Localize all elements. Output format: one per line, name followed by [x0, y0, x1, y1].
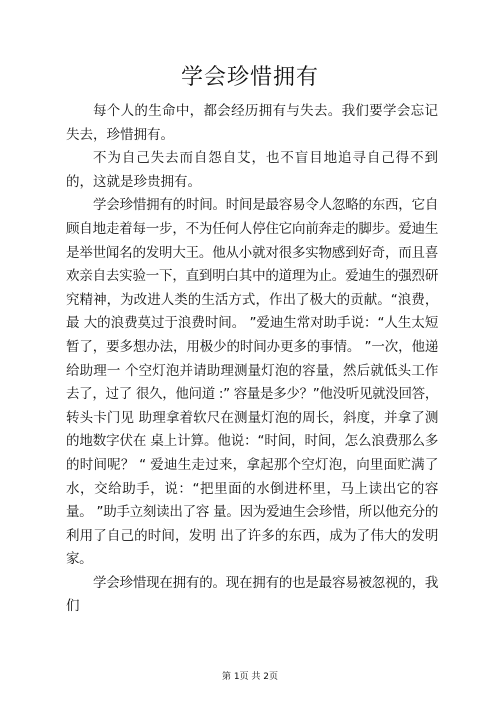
paragraph-3: 学会珍惜拥有的时间。时间是最容易令人忽略的东西，它自 顾自地走着每一步，不为任何人停住它向前奔走的脚步。爱迪生 是举世闻名的发明大王。他从小就对很多实物感到好奇，而且喜 欢亲自去实验一下，直到明白其中的道理为止。爱迪生的强烈研 究精神，为改进人类的生活方式，作出了极大的贡献。“浪费，最 大的浪费莫过于浪费时间。 ”爱迪生常对助手说：“人生太短暂了，要多想办法，用极少的时间办更多的事情。 ”一次，他递给助理一 个空灯泡并请助理测量灯泡的容量，然后就低头工作去了，过了 很久，他问道 :” 容量是多少？”他没听见就没回答，转头卡门见 助理拿着软尺在测量灯泡的周长，斜度，并拿了测的地数字伏在 桌上计算。他说：“时间，时间，怎么浪费那么多的时间呢？ “ 爱迪生走过来，拿起那个空灯泡，向里面贮满了水，交给助手，说：“把里面的水倒进杯里，马上读出它的容量。 ”助手立刻读出了容 量。因为爱迪生会珍惜，所以他充分的利用了自己的时间，发明 出了许多的东西，成为了伟大的发明家。 — [66, 197, 438, 568]
page-number-footer: 第 1页 共 2页 — [221, 672, 279, 682]
document-title: 学会珍惜拥有 — [180, 65, 319, 90]
paragraph-4: 学会珍惜现在拥有的。现在拥有的也是最容易被忽视的，我 们 — [66, 574, 438, 615]
paragraph-1: 每个人的生命中，都会经历拥有与失去。我们要学会忘记失去，珍惜拥有。 — [66, 103, 438, 143]
document-body — [66, 100, 438, 619]
paragraph-2: 不为自己失去而自怨自艾，也不盲目地追寻自己得不到的，这就是珍贵拥有。 — [66, 150, 438, 190]
